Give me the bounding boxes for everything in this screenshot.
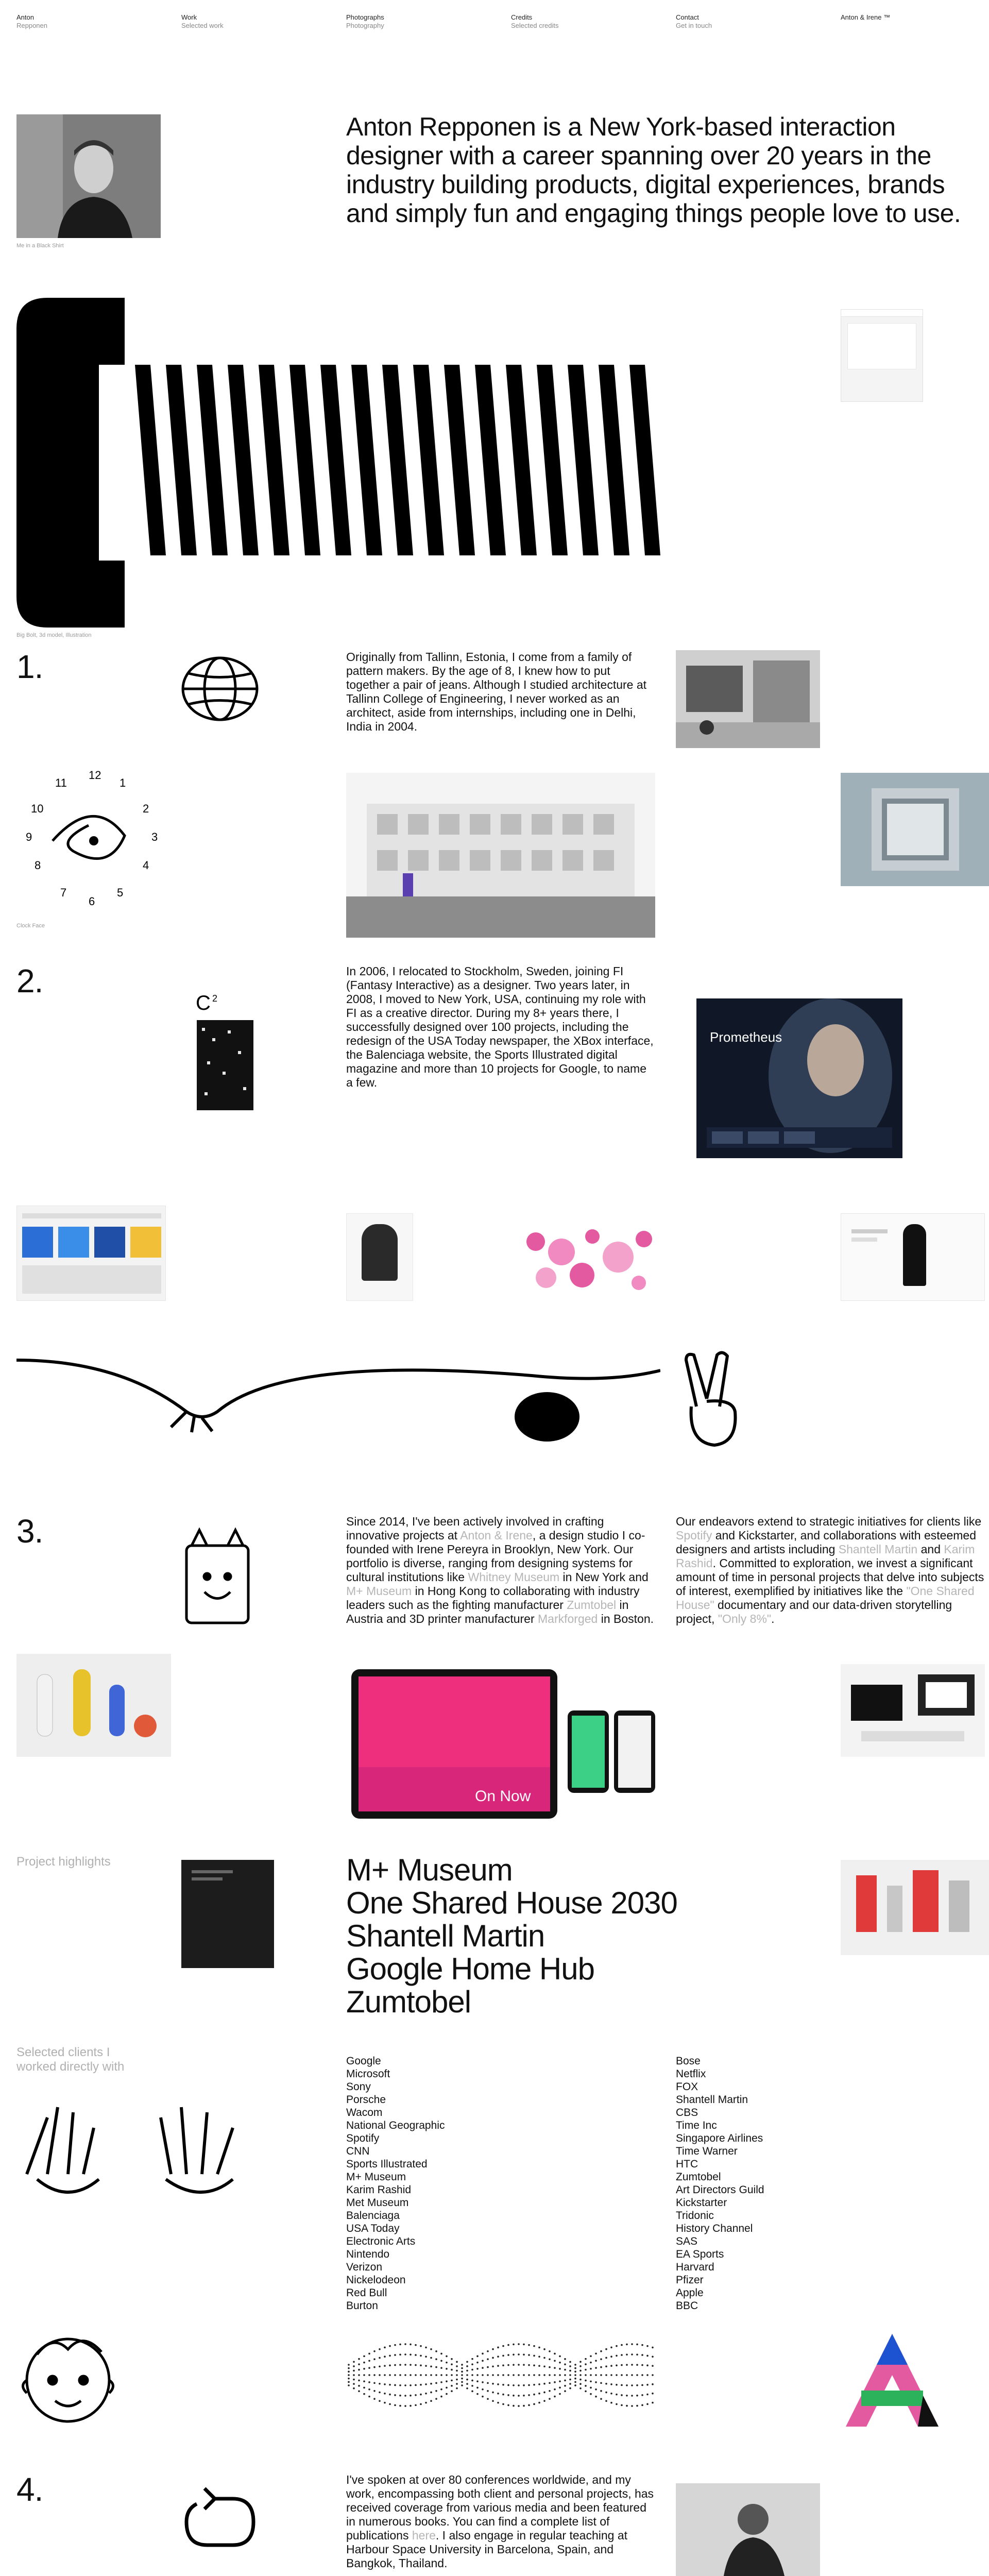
text-run: Since 2014, I've been actively involved in crafting innovative projects at <box>346 1515 604 1542</box>
inline-link[interactable]: here <box>412 2529 436 2542</box>
client-name: BBC <box>676 2300 698 2312</box>
pixel-art-building[interactable] <box>346 773 655 938</box>
clients-label-line-2: worked directly with <box>16 2060 125 2074</box>
client-name: USA Today <box>346 2223 400 2234</box>
section2-text: In 2006, I relocated to Stockholm, Sweden, joining FI (Fantasy Interactive) as a designer. Two years later, in 2008, I moved to New York, USA, continuing my role with FI as a creative director. During my 8+ years there, I successfully designed over 100 projects, including the redesign of the USA Today newspaper, the XBox interface, the Balenciaga website, the Sports Illustrated digital magazine and more than 10 projects for Google, to name a few. <box>346 964 654 1089</box>
client-name: Verizon <box>346 2261 383 2273</box>
client-name: Apple <box>676 2287 704 2299</box>
text-run: . I also engage in regular teaching at Harbour Space University in Barcelona, Spain, and Bangkok, Thailand. <box>346 2529 627 2570</box>
client-name: Nintendo <box>346 2248 390 2260</box>
bolt-caption: Big Bolt, 3d model, Illustration <box>16 632 92 638</box>
movie-screen-thumbnail[interactable] <box>696 998 902 1158</box>
cube-building-illustration[interactable] <box>181 989 264 1113</box>
client-name: FOX <box>676 2081 698 2093</box>
logo-line-2: Repponen <box>16 22 47 29</box>
nav-item-credits[interactable] <box>511 13 559 30</box>
client-name: Spotify <box>346 2132 380 2144</box>
peace-hand-icon <box>676 1350 748 1453</box>
nav-label: Credits <box>511 13 533 21</box>
client-name: Singapore Airlines <box>676 2132 763 2144</box>
smiley-bag-icon <box>181 1525 253 1628</box>
section3-text-left <box>346 1515 655 1626</box>
letter-a-illustration <box>841 2329 944 2432</box>
client-name: National Geographic <box>346 2120 445 2131</box>
client-name: Tridonic <box>676 2210 714 2222</box>
client-name: Bose <box>676 2055 701 2067</box>
client-name: Netflix <box>676 2068 706 2080</box>
inline-link[interactable]: Whitney Museum <box>468 1570 560 1584</box>
nav-item-work[interactable] <box>181 13 224 30</box>
client-name: History Channel <box>676 2223 753 2234</box>
hands-illustration <box>16 2097 264 2210</box>
section4-text <box>346 2473 655 2570</box>
section3-text-right <box>676 1515 985 1626</box>
client-name: Pfizer <box>676 2274 704 2286</box>
client-name: Art Directors Guild <box>676 2184 764 2196</box>
pink-data-viz-thumb[interactable] <box>515 1216 659 1298</box>
project-link-m-museum[interactable]: M+ Museum <box>346 1853 513 1887</box>
inline-link[interactable]: Markforged <box>538 1612 598 1625</box>
clients-column-2 <box>676 2055 764 2312</box>
section1-text: Originally from Tallinn, Estonia, I come from a family of pattern makers. By the age of 8, I knew how to put together a pair of jeans. Although I studied architecture at Tallinn College of Engineering, I never worked as an architect, aside from internships, including one in Delhi, India in 2004. <box>346 650 647 733</box>
svg-text:9: 9 <box>26 831 32 843</box>
inline-link[interactable]: "Only 8%" <box>718 1612 772 1625</box>
svg-text:2: 2 <box>212 993 218 1004</box>
clock-face-icon <box>16 764 171 918</box>
client-name: Met Museum <box>346 2197 409 2209</box>
text-run: in Boston. <box>598 1612 654 1625</box>
project-link-zumtobel[interactable]: Zumtobel <box>346 1985 471 2019</box>
client-name: M+ Museum <box>346 2171 406 2183</box>
nav-sub: Get in touch <box>676 22 712 29</box>
text-run: and <box>917 1543 944 1556</box>
client-name: Microsoft <box>346 2068 390 2080</box>
tablet-on-now-text: On Now <box>475 1788 531 1805</box>
architecture-photo[interactable] <box>676 650 820 748</box>
nav-label: Work <box>181 13 197 21</box>
balenciaga-thumb[interactable] <box>346 1213 413 1301</box>
inline-link[interactable]: Karim Rashid <box>676 1543 975 1570</box>
text-run: in Hong Kong to collaborating with industry leaders such as the fighting manufacturer <box>346 1584 640 1612</box>
boxes-product-photo[interactable] <box>841 1664 985 1757</box>
svg-text:8: 8 <box>35 859 41 872</box>
project-link-google-home-hub[interactable]: Google Home Hub <box>346 1952 594 1986</box>
text-run: , a design studio I co-founded with Irene Pereyra in Brooklyn, New York. Our portfolio is diverse, ranging from designing systems for cultural institutions like <box>346 1529 645 1584</box>
portrait-caption: Me in a Black Shirt <box>16 243 64 249</box>
inline-link[interactable]: Shantell Martin <box>838 1543 918 1556</box>
clients-column-1 <box>346 2055 445 2312</box>
svg-text:12: 12 <box>89 769 101 782</box>
inline-link[interactable]: Zumtobel <box>567 1598 617 1612</box>
svg-text:6: 6 <box>89 895 95 908</box>
text-run: documentary and our data-driven storytelling project, <box>676 1598 952 1625</box>
client-name: CBS <box>676 2107 698 2119</box>
project-link-shantell-martin[interactable]: Shantell Martin <box>346 1919 545 1953</box>
client-name: Red Bull <box>346 2287 387 2299</box>
svg-text:4: 4 <box>143 859 149 872</box>
globe-icon <box>181 650 259 727</box>
dot-wave-illustration <box>346 2334 655 2416</box>
logo-line-1: Anton <box>16 13 34 21</box>
inline-link[interactable]: Spotify <box>676 1529 712 1542</box>
text-run: I've spoken at over 80 conferences worldwide, and my work, encompassing both client and personal projects, has received coverage from various media and been featured in numerous books. You can find a complete list of publications <box>346 2473 654 2542</box>
client-name: HTC <box>676 2158 698 2170</box>
client-name: Shantell Martin <box>676 2094 748 2106</box>
svg-text:11: 11 <box>55 776 67 789</box>
nav-item-anton-irene[interactable] <box>841 13 890 22</box>
section-number-2: 2. <box>16 962 43 999</box>
clients-label-line-1: Selected clients I <box>16 2045 110 2059</box>
stone-wall-photo[interactable] <box>841 773 989 886</box>
client-name: Burton <box>346 2300 378 2312</box>
client-name: Time Inc <box>676 2120 717 2131</box>
text-run: and Kickstarter, and collaborations with esteemed designers and artists including <box>676 1529 976 1556</box>
nav-label: Photographs <box>346 13 384 21</box>
svg-text:C: C <box>196 992 211 1014</box>
speaker-photo[interactable] <box>676 2483 820 2576</box>
svg-text:2: 2 <box>143 802 149 815</box>
project-book-thumb[interactable] <box>181 1860 274 1968</box>
thumb-caption-1 <box>841 405 872 410</box>
site-logo[interactable] <box>16 13 47 30</box>
client-name: SAS <box>676 2235 698 2247</box>
text-run: in Austria and 3D printer manufacturer <box>346 1598 629 1625</box>
abstract-shapes-photo[interactable] <box>16 1654 171 1757</box>
client-name: Sony <box>346 2081 371 2093</box>
section-number-1: 1. <box>16 648 43 685</box>
face-illustration <box>16 2324 120 2427</box>
client-name: Kickstarter <box>676 2197 727 2209</box>
museum-exhibit-photo[interactable] <box>841 1860 989 1955</box>
client-name: EA Sports <box>676 2248 724 2260</box>
svg-text:1: 1 <box>120 776 126 789</box>
inline-link[interactable]: "One Shared House" <box>676 1584 975 1612</box>
svg-text:10: 10 <box>31 802 44 815</box>
svg-text:7: 7 <box>60 886 67 899</box>
movie-title: Prometheus <box>710 1029 782 1045</box>
inline-link[interactable]: M+ Museum <box>346 1584 412 1598</box>
nav-sub: Photography <box>346 22 384 29</box>
client-name: Electronic Arts <box>346 2235 416 2247</box>
intro-headline: Anton Repponen is a New York-based interaction designer with a career spanning over 20 years in the industry building products, digital experiences, brands and simply fun and engaging things people love to use. <box>346 112 961 228</box>
loop-arrow-icon <box>181 2483 259 2555</box>
client-name: Nickelodeon <box>346 2274 406 2286</box>
svg-text:5: 5 <box>117 886 124 899</box>
sports-app-thumb[interactable] <box>16 1206 166 1301</box>
svg-text:3: 3 <box>151 831 158 843</box>
clients-label <box>16 2045 124 2074</box>
nav-sub: Selected credits <box>511 22 559 29</box>
nav-item-photographs[interactable] <box>346 13 384 30</box>
client-name: Zumtobel <box>676 2171 721 2183</box>
client-name: Balenciaga <box>346 2210 400 2222</box>
client-name: Sports Illustrated <box>346 2158 428 2170</box>
client-name: Harvard <box>676 2261 714 2273</box>
client-name: Porsche <box>346 2094 386 2106</box>
section-number-4: 4. <box>16 2471 43 2508</box>
line-ball-illustration <box>16 1340 660 1453</box>
project-link-one-shared-house[interactable]: One Shared House 2030 <box>346 1886 677 1920</box>
client-name: Google <box>346 2055 381 2067</box>
client-name: Karim Rashid <box>346 2184 412 2196</box>
text-run: Our endeavors extend to strategic initiatives for clients like <box>676 1515 982 1528</box>
client-name: CNN <box>346 2145 370 2157</box>
nav-label: Contact <box>676 13 699 21</box>
client-name: Wacom <box>346 2107 383 2119</box>
project-highlights-list <box>346 1854 677 2019</box>
text-run: . <box>771 1612 775 1625</box>
text-run: . Committed to exploration, we invest a significant amount of time in personal projects that delve into subjects of interest, exemplified by initiatives like the <box>676 1556 984 1598</box>
product-page-thumb[interactable] <box>841 1213 985 1301</box>
nav-sub: Selected work <box>181 22 224 29</box>
text-run: in New York and <box>559 1570 649 1584</box>
devices-tablet-phone[interactable] <box>346 1664 655 1824</box>
section-number-3: 3. <box>16 1513 43 1550</box>
browser-screenshot-thumb[interactable] <box>841 309 923 402</box>
nav-label: Anton & Irene ™ <box>841 13 891 21</box>
projects-label: Project highlights <box>16 1855 111 1869</box>
portrait-photo <box>16 114 161 238</box>
big-bolt-illustration[interactable] <box>16 298 660 628</box>
nav-item-contact[interactable] <box>676 13 712 30</box>
client-name: Time Warner <box>676 2145 738 2157</box>
clock-caption: Clock Face <box>16 923 45 929</box>
inline-link[interactable]: Anton & Irene <box>460 1529 533 1542</box>
